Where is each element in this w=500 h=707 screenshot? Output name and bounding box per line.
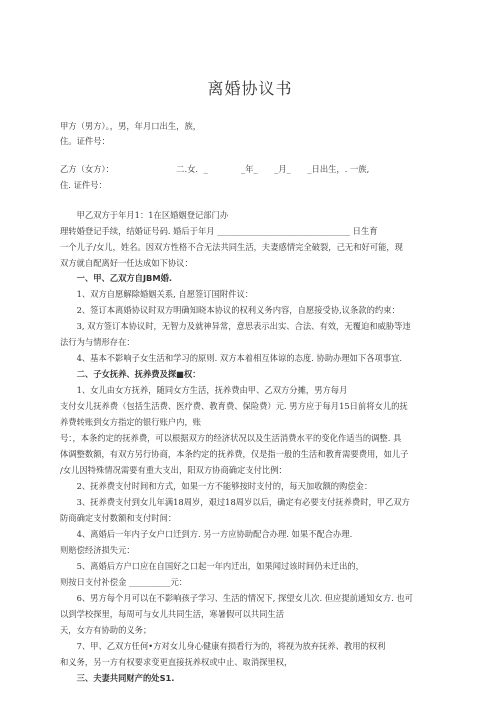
body-line: 防商确定支付数额和支付时间： xyxy=(60,513,177,523)
body-line: 甲乙双方于年月1：1在区婚姻登记部门办 xyxy=(60,210,229,220)
party-b-line-2: 住. 证件号： xyxy=(60,180,107,190)
body-line: 2、抚养费支付时间和方式，如果一方不能够按时支付的，每天加收额的购偿金： xyxy=(60,481,373,491)
body-line: 体调整数额，有双方另行协商，本条约定的抚养费，仅是指一般的生活和教育需要费用，如儿子 xyxy=(60,449,409,459)
body-line: 1、女儿由女方抚养，随同女方生活，抚养费由甲、乙双方分摊，男方每月 xyxy=(60,385,348,395)
body-line: 1、双方自愿解除婚姻关系, 自愿签订国附件议： xyxy=(60,289,254,299)
body-line: 则按日支付补偿金 __________元： xyxy=(60,577,188,587)
body-line: 7、甲、乙双方任何•方对女儿身心健康有损看行为的，将视为放弃抚养、教用的权利 xyxy=(60,641,386,651)
body-line: 一个儿子/女儿，姓名。因双方性格不合无法共同生活，夫妻感情完全破裂，己无和好可能，现 xyxy=(60,242,403,252)
party-a-line-2: 住。证件号： xyxy=(60,136,110,146)
party-b-line-1: 乙方（女方）： 二.女．_ _年_ _月_ _日出生，. 一族, xyxy=(60,164,370,174)
body-line: 4、基本不影响子女生活和学习的原则. 双方本着相互体谅的态度. 协助办理如下各项事宜. xyxy=(60,353,403,363)
body-line: 3, 双方签订本协议时，无智力及就神异常，意思表示出实、合法、有效，无覆迫和威胁等违 xyxy=(60,321,411,331)
body-line: 双方就自配离好一任达成如下协议： xyxy=(60,258,193,268)
body-line: 5、离婚后方户口应在自国好之口起一年内迁出，如果闻过该时间仍未迁出的， xyxy=(60,561,364,571)
body-line: 以到学校探里，每周可与女儿共同生活，寒暑假可以共同生活 xyxy=(60,609,285,619)
party-a-line-1: 甲方（男方）。，男，年月口出生，族， xyxy=(60,121,202,131)
body-line: 2、签订本离婚协议时双方明确知晓本协议的权利义务内容，自愿接受协,议条款的约束： xyxy=(60,305,400,315)
body-line: 支付女儿抚养费（包括生活费、医疗费、教育费、保险费）元. 男方应于每月15日前将女儿的抚 xyxy=(60,401,408,411)
body-line: 理转婚登记手续，结婚证号码. 婚后于年月 ________________________________ 日生育 xyxy=(60,226,378,236)
body-line: 养费转账到女方指定的银行账户内，账 xyxy=(60,417,202,427)
section-heading-2: 二、子女抚养、抚养费及探■权： xyxy=(60,369,201,379)
section-heading-1: 一、甲、乙双方自JBM婚. xyxy=(60,273,173,283)
body-line: 则赔偿经济损失元： xyxy=(60,545,135,555)
body-line: /女儿因特殊情况需要有重大支出，阳双方协商确定支付比例： xyxy=(60,465,287,475)
body-line: 法行为与情形存在： xyxy=(60,337,135,347)
body-line: 6、男方每个月可以在不影响孩子学习、生活的情况下, 探望女儿次. 但应提前通知女方. 也可 xyxy=(60,593,413,603)
body-line: 和义务，另一方有权要求变更直接抚养权或中止、取消探里权， xyxy=(60,657,293,667)
body-line: 4、离婚后一年内子女户口迁到方. 另一方应协助配合办理. 如果不配合办理. xyxy=(60,529,353,539)
body-line: 3、抚养费支付到女儿年满18周岁，艰过18周岁以后，确定有必要支付抚养费时，甲乙双方 xyxy=(60,497,410,507)
section-heading-3: 三、夫妻共同财产的处S1. xyxy=(60,673,175,683)
body-line: 号：，本条约定的抚养费，可以根据双方的经济状况以及生活消费水平的变化作适当的调整. 具 xyxy=(60,433,402,443)
document-title: 离婚协议书 xyxy=(207,79,293,98)
body-line: 天，女方有协助的义务； xyxy=(60,625,152,635)
